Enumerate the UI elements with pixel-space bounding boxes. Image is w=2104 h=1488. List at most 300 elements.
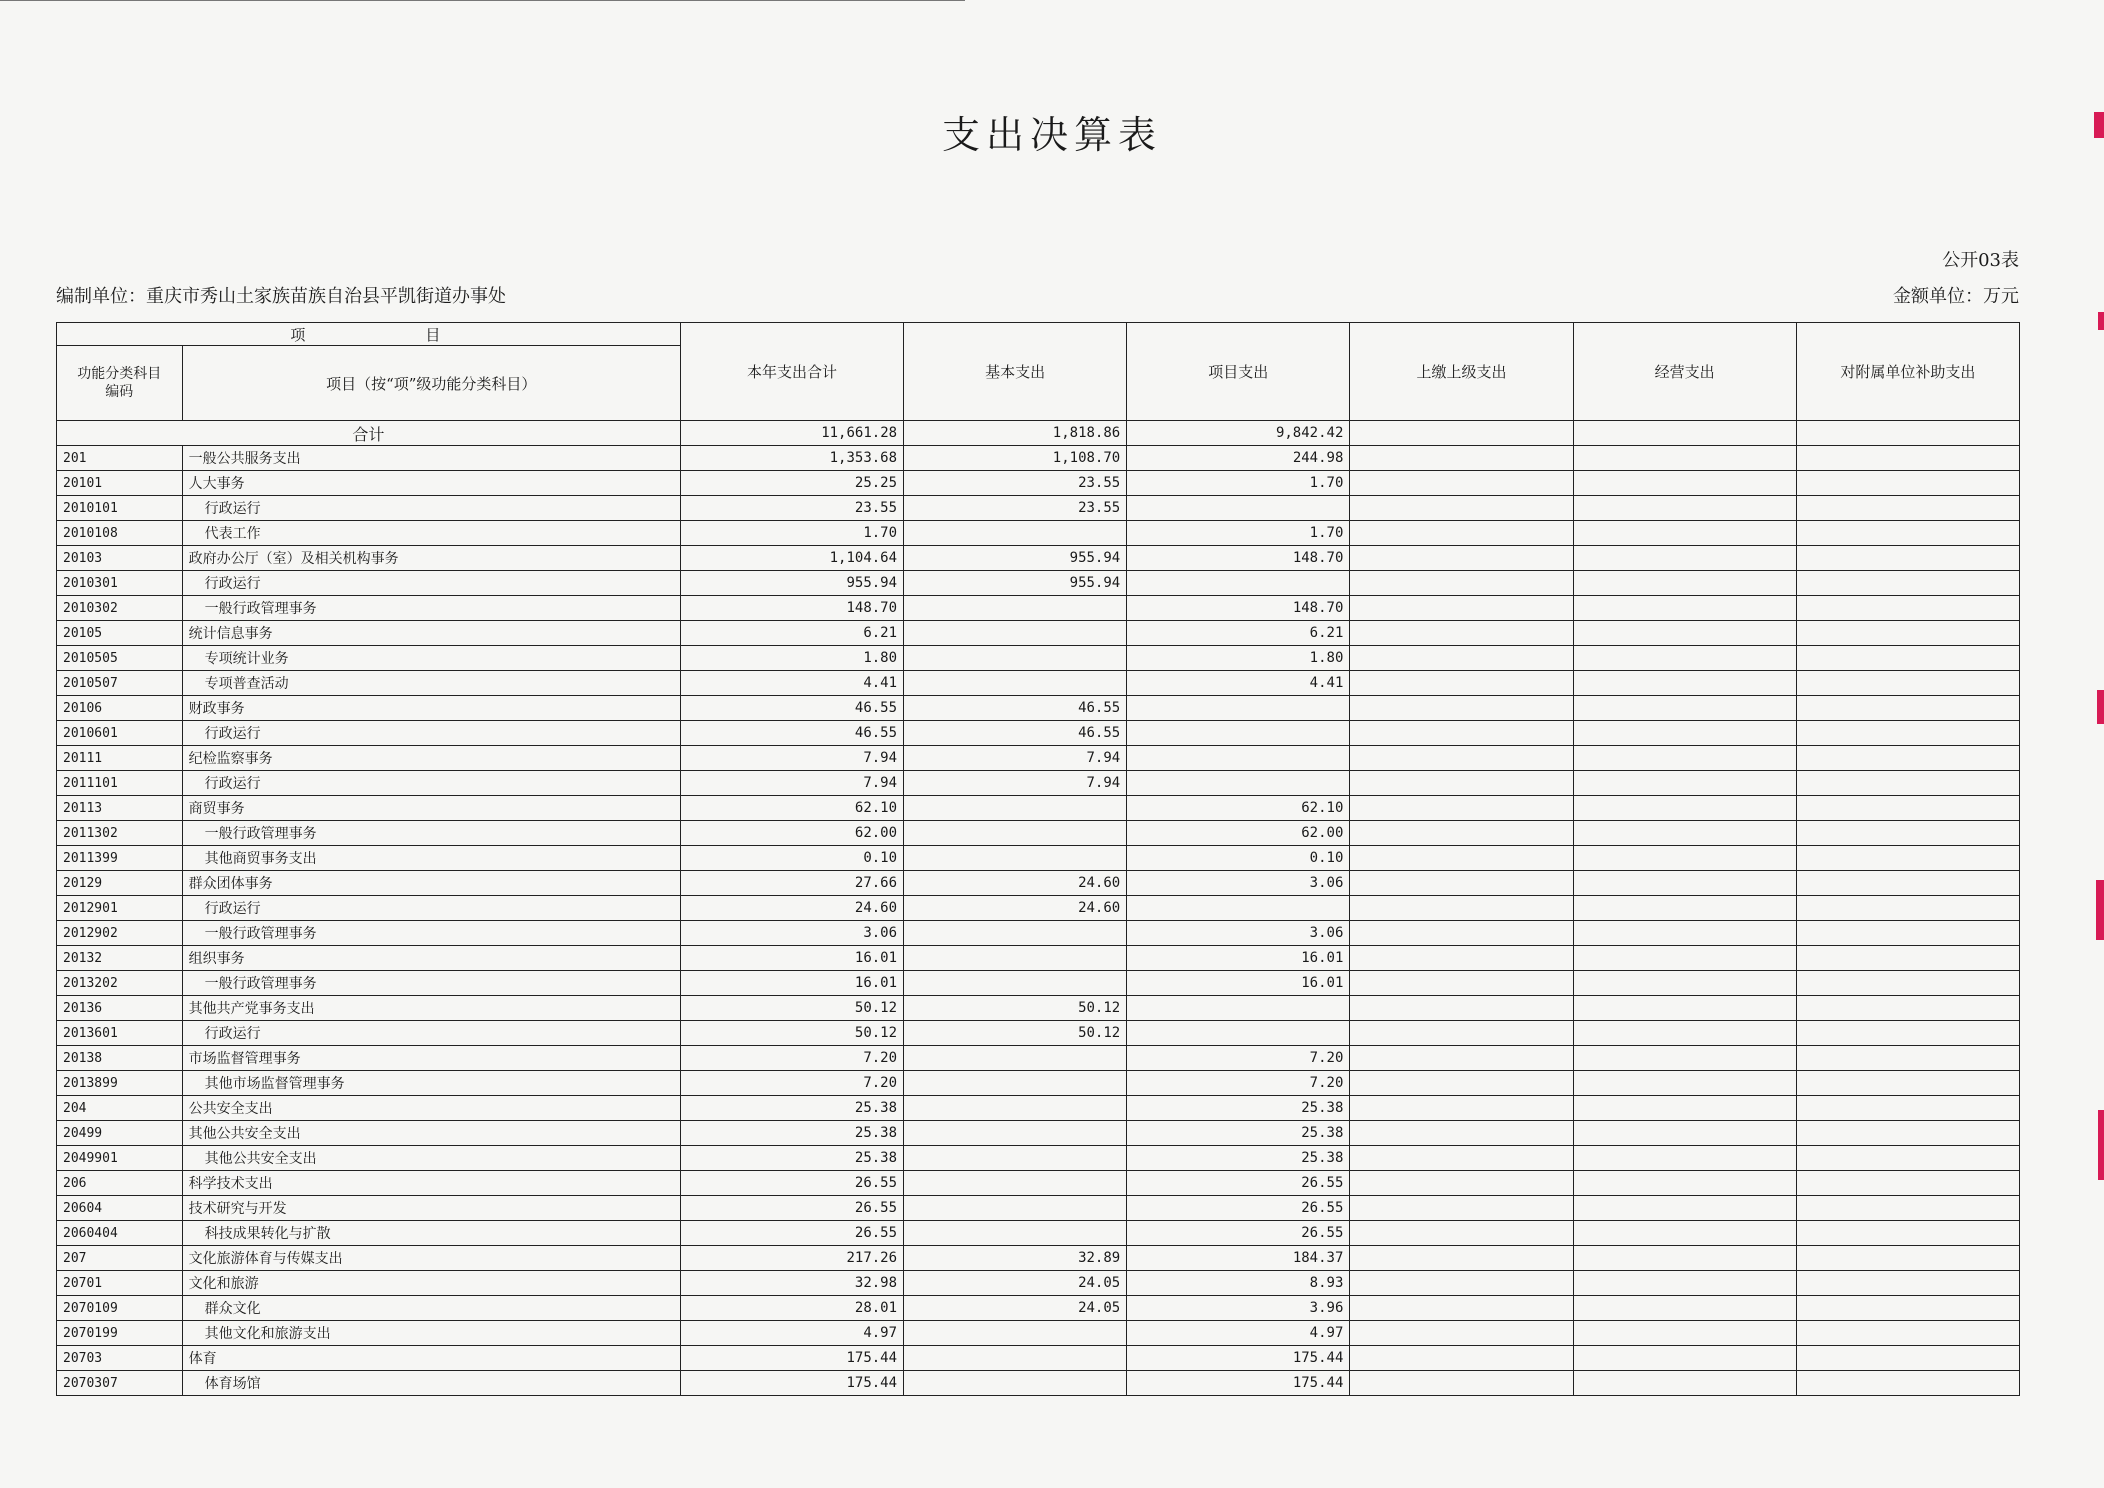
project-cell: 3.06 xyxy=(1127,921,1350,946)
table-row xyxy=(57,596,2020,621)
basic-cell xyxy=(904,1221,1127,1246)
project-cell xyxy=(1127,771,1350,796)
subsidy-cell xyxy=(1796,471,2019,496)
code-cell: 207 xyxy=(57,1246,183,1271)
name-cell: 行政运行 xyxy=(182,496,680,521)
subsidy-cell xyxy=(1796,946,2019,971)
upper-cell xyxy=(1350,696,1573,721)
code-cell: 201 xyxy=(57,446,183,471)
basic-cell xyxy=(904,1321,1127,1346)
upper-cell xyxy=(1350,1346,1573,1371)
basic-cell: 1,108.70 xyxy=(904,446,1127,471)
header-upper: 上缴上级支出 xyxy=(1350,323,1573,421)
name-cell: 公共安全支出 xyxy=(182,1096,680,1121)
upper-cell xyxy=(1350,871,1573,896)
basic-cell: 7.94 xyxy=(904,746,1127,771)
code-cell: 2010101 xyxy=(57,496,183,521)
header-subsidy: 对附属单位补助支出 xyxy=(1796,323,2019,421)
business-cell xyxy=(1573,646,1796,671)
upper-cell xyxy=(1350,471,1573,496)
table-row xyxy=(57,696,2020,721)
project-cell: 8.93 xyxy=(1127,1271,1350,1296)
name-cell: 文化和旅游 xyxy=(182,1271,680,1296)
upper-cell xyxy=(1350,1246,1573,1271)
upper-cell xyxy=(1350,896,1573,921)
basic-cell: 23.55 xyxy=(904,496,1127,521)
name-cell: 财政事务 xyxy=(182,696,680,721)
code-cell: 2010601 xyxy=(57,721,183,746)
project-cell: 9,842.42 xyxy=(1127,421,1350,446)
code-cell: 20113 xyxy=(57,796,183,821)
subsidy-cell xyxy=(1796,571,2019,596)
project-cell: 148.70 xyxy=(1127,546,1350,571)
upper-cell xyxy=(1350,1021,1573,1046)
upper-cell xyxy=(1350,796,1573,821)
subsidy-cell xyxy=(1796,1096,2019,1121)
project-cell: 0.10 xyxy=(1127,846,1350,871)
code-cell: 20703 xyxy=(57,1346,183,1371)
table-row xyxy=(57,1021,2020,1046)
upper-cell xyxy=(1350,521,1573,546)
basic-cell xyxy=(904,971,1127,996)
code-cell: 20136 xyxy=(57,996,183,1021)
upper-cell xyxy=(1350,996,1573,1021)
project-cell: 26.55 xyxy=(1127,1221,1350,1246)
subsidy-cell xyxy=(1796,646,2019,671)
subsidy-cell xyxy=(1796,821,2019,846)
name-cell: 技术研究与开发 xyxy=(182,1196,680,1221)
upper-cell xyxy=(1350,621,1573,646)
basic-cell: 50.12 xyxy=(904,996,1127,1021)
business-cell xyxy=(1573,771,1796,796)
basic-cell xyxy=(904,846,1127,871)
red-seal-edge-mark xyxy=(2094,112,2104,138)
subsidy-cell xyxy=(1796,1046,2019,1071)
business-cell xyxy=(1573,1271,1796,1296)
total-cell: 1,353.68 xyxy=(680,446,903,471)
code-cell: 2012901 xyxy=(57,896,183,921)
business-cell xyxy=(1573,946,1796,971)
code-cell: 204 xyxy=(57,1096,183,1121)
subsidy-cell xyxy=(1796,521,2019,546)
name-cell: 专项普查活动 xyxy=(182,671,680,696)
header-item: 项目 xyxy=(57,323,681,346)
basic-cell xyxy=(904,1071,1127,1096)
business-cell xyxy=(1573,446,1796,471)
subsidy-cell xyxy=(1796,1246,2019,1271)
project-cell xyxy=(1127,1021,1350,1046)
name-cell: 行政运行 xyxy=(182,721,680,746)
header-total: 本年支出合计 xyxy=(680,323,903,421)
upper-cell xyxy=(1350,1096,1573,1121)
table-body xyxy=(57,421,2020,1396)
basic-cell: 50.12 xyxy=(904,1021,1127,1046)
project-cell xyxy=(1127,571,1350,596)
table-row xyxy=(57,1121,2020,1146)
business-cell xyxy=(1573,846,1796,871)
table-row xyxy=(57,921,2020,946)
project-cell xyxy=(1127,721,1350,746)
name-cell: 专项统计业务 xyxy=(182,646,680,671)
code-cell: 2070199 xyxy=(57,1321,183,1346)
name-cell: 组织事务 xyxy=(182,946,680,971)
subsidy-cell xyxy=(1796,1171,2019,1196)
header-code xyxy=(57,346,183,421)
code-cell: 20132 xyxy=(57,946,183,971)
code-cell: 2013601 xyxy=(57,1021,183,1046)
upper-cell xyxy=(1350,721,1573,746)
red-seal-edge-mark xyxy=(2098,1110,2104,1180)
business-cell xyxy=(1573,871,1796,896)
upper-cell xyxy=(1350,596,1573,621)
table-row xyxy=(57,1196,2020,1221)
name-cell: 行政运行 xyxy=(182,896,680,921)
basic-cell xyxy=(904,1096,1127,1121)
basic-cell: 23.55 xyxy=(904,471,1127,496)
business-cell xyxy=(1573,596,1796,621)
upper-cell xyxy=(1350,846,1573,871)
total-cell: 50.12 xyxy=(680,996,903,1021)
project-cell: 1.80 xyxy=(1127,646,1350,671)
code-cell: 2011101 xyxy=(57,771,183,796)
subsidy-cell xyxy=(1796,1271,2019,1296)
table-row xyxy=(57,496,2020,521)
table-row xyxy=(57,721,2020,746)
subsidy-cell xyxy=(1796,1221,2019,1246)
total-cell: 4.97 xyxy=(680,1321,903,1346)
subsidy-cell xyxy=(1796,871,2019,896)
business-cell xyxy=(1573,1346,1796,1371)
subsidy-cell xyxy=(1796,1321,2019,1346)
code-cell: 20111 xyxy=(57,746,183,771)
header-code-label: 功能分类科目编码 xyxy=(77,366,162,400)
basic-cell xyxy=(904,796,1127,821)
total-cell: 62.10 xyxy=(680,796,903,821)
business-cell xyxy=(1573,571,1796,596)
table-row xyxy=(57,871,2020,896)
project-cell: 62.10 xyxy=(1127,796,1350,821)
project-cell: 16.01 xyxy=(1127,971,1350,996)
total-cell: 217.26 xyxy=(680,1246,903,1271)
name-cell: 群众文化 xyxy=(182,1296,680,1321)
basic-cell: 32.89 xyxy=(904,1246,1127,1271)
upper-cell xyxy=(1350,496,1573,521)
code-cell: 206 xyxy=(57,1171,183,1196)
name-cell: 一般行政管理事务 xyxy=(182,921,680,946)
amount-unit: 金额单位：万元 xyxy=(1893,286,2019,307)
code-cell: 20129 xyxy=(57,871,183,896)
table-row xyxy=(57,1296,2020,1321)
code-cell: 20138 xyxy=(57,1046,183,1071)
project-cell: 26.55 xyxy=(1127,1196,1350,1221)
project-cell: 26.55 xyxy=(1127,1171,1350,1196)
code-cell: 20499 xyxy=(57,1121,183,1146)
table-row xyxy=(57,1321,2020,1346)
table-row xyxy=(57,1146,2020,1171)
scan-edge-line xyxy=(0,0,965,1)
business-cell xyxy=(1573,546,1796,571)
table-row xyxy=(57,521,2020,546)
name-cell: 其他商贸事务支出 xyxy=(182,846,680,871)
subsidy-cell xyxy=(1796,771,2019,796)
total-cell: 25.38 xyxy=(680,1096,903,1121)
project-cell: 244.98 xyxy=(1127,446,1350,471)
code-cell: 20103 xyxy=(57,546,183,571)
table-row xyxy=(57,1071,2020,1096)
basic-cell xyxy=(904,921,1127,946)
code-cell: 2011399 xyxy=(57,846,183,871)
name-cell: 代表工作 xyxy=(182,521,680,546)
business-cell xyxy=(1573,996,1796,1021)
subsidy-cell xyxy=(1796,621,2019,646)
project-cell: 3.06 xyxy=(1127,871,1350,896)
subsidy-cell xyxy=(1796,921,2019,946)
business-cell xyxy=(1573,746,1796,771)
total-cell: 25.38 xyxy=(680,1121,903,1146)
header-business: 经营支出 xyxy=(1573,323,1796,421)
project-cell: 7.20 xyxy=(1127,1071,1350,1096)
name-cell: 其他公共安全支出 xyxy=(182,1121,680,1146)
upper-cell xyxy=(1350,1271,1573,1296)
business-cell xyxy=(1573,971,1796,996)
upper-cell xyxy=(1350,571,1573,596)
business-cell xyxy=(1573,1246,1796,1271)
name-cell: 行政运行 xyxy=(182,1021,680,1046)
subsidy-cell xyxy=(1796,1021,2019,1046)
total-cell: 27.66 xyxy=(680,871,903,896)
business-cell xyxy=(1573,1146,1796,1171)
subsidy-cell xyxy=(1796,721,2019,746)
name-cell: 行政运行 xyxy=(182,771,680,796)
code-cell: 20105 xyxy=(57,621,183,646)
business-cell xyxy=(1573,1221,1796,1246)
table-row xyxy=(57,671,2020,696)
table-row xyxy=(57,1271,2020,1296)
total-cell: 4.41 xyxy=(680,671,903,696)
name-cell: 一般行政管理事务 xyxy=(182,596,680,621)
basic-cell xyxy=(904,946,1127,971)
total-cell: 46.55 xyxy=(680,721,903,746)
project-cell: 16.01 xyxy=(1127,946,1350,971)
name-cell: 其他公共安全支出 xyxy=(182,1146,680,1171)
basic-cell xyxy=(904,646,1127,671)
basic-cell: 24.05 xyxy=(904,1271,1127,1296)
code-cell: 20701 xyxy=(57,1271,183,1296)
code-cell: 2010108 xyxy=(57,521,183,546)
upper-cell xyxy=(1350,746,1573,771)
name-cell: 其他共产党事务支出 xyxy=(182,996,680,1021)
name-cell: 行政运行 xyxy=(182,571,680,596)
project-cell xyxy=(1127,996,1350,1021)
project-cell: 62.00 xyxy=(1127,821,1350,846)
header-project: 项目支出 xyxy=(1127,323,1350,421)
basic-cell: 46.55 xyxy=(904,721,1127,746)
upper-cell xyxy=(1350,821,1573,846)
total-cell: 46.55 xyxy=(680,696,903,721)
subsidy-cell xyxy=(1796,1071,2019,1096)
project-cell: 4.97 xyxy=(1127,1321,1350,1346)
total-cell: 11,661.28 xyxy=(680,421,903,446)
business-cell xyxy=(1573,496,1796,521)
upper-cell xyxy=(1350,421,1573,446)
business-cell xyxy=(1573,1121,1796,1146)
project-cell: 25.38 xyxy=(1127,1121,1350,1146)
upper-cell xyxy=(1350,1146,1573,1171)
table-row xyxy=(57,571,2020,596)
business-cell xyxy=(1573,1196,1796,1221)
header-name: 项目（按“项”级功能分类科目） xyxy=(182,346,680,421)
subsidy-cell xyxy=(1796,546,2019,571)
red-seal-edge-mark xyxy=(2097,690,2104,724)
project-cell xyxy=(1127,696,1350,721)
upper-cell xyxy=(1350,1071,1573,1096)
table-row xyxy=(57,1371,2020,1396)
total-label: 合计 xyxy=(57,421,681,446)
total-cell: 955.94 xyxy=(680,571,903,596)
business-cell xyxy=(1573,471,1796,496)
project-cell: 1.70 xyxy=(1127,471,1350,496)
name-cell: 一般公共服务支出 xyxy=(182,446,680,471)
business-cell xyxy=(1573,896,1796,921)
basic-cell: 955.94 xyxy=(904,546,1127,571)
upper-cell xyxy=(1350,1221,1573,1246)
project-cell: 3.96 xyxy=(1127,1296,1350,1321)
name-cell: 其他市场监督管理事务 xyxy=(182,1071,680,1096)
name-cell: 市场监督管理事务 xyxy=(182,1046,680,1071)
total-cell: 7.20 xyxy=(680,1046,903,1071)
name-cell: 体育 xyxy=(182,1346,680,1371)
upper-cell xyxy=(1350,1321,1573,1346)
project-cell: 175.44 xyxy=(1127,1346,1350,1371)
code-cell: 2070307 xyxy=(57,1371,183,1396)
total-cell: 1,104.64 xyxy=(680,546,903,571)
red-seal-edge-mark xyxy=(2096,880,2104,940)
project-cell: 25.38 xyxy=(1127,1146,1350,1171)
code-cell: 2010505 xyxy=(57,646,183,671)
compiling-unit: 编制单位：重庆市秀山土家族苗族自治县平凯街道办事处 xyxy=(56,286,506,307)
table-row xyxy=(57,971,2020,996)
expenditure-table xyxy=(56,322,2020,1396)
project-cell: 4.41 xyxy=(1127,671,1350,696)
total-cell: 25.38 xyxy=(680,1146,903,1171)
total-cell: 26.55 xyxy=(680,1196,903,1221)
table-row xyxy=(57,1046,2020,1071)
total-cell: 3.06 xyxy=(680,921,903,946)
upper-cell xyxy=(1350,1296,1573,1321)
code-cell: 2013202 xyxy=(57,971,183,996)
table-row xyxy=(57,771,2020,796)
project-cell: 1.70 xyxy=(1127,521,1350,546)
business-cell xyxy=(1573,1021,1796,1046)
red-seal-edge-mark xyxy=(2098,312,2104,330)
basic-cell xyxy=(904,671,1127,696)
business-cell xyxy=(1573,721,1796,746)
business-cell xyxy=(1573,1296,1796,1321)
form-number: 公开03表 xyxy=(1942,250,2019,271)
basic-cell xyxy=(904,1371,1127,1396)
basic-cell: 46.55 xyxy=(904,696,1127,721)
subsidy-cell xyxy=(1796,1146,2019,1171)
business-cell xyxy=(1573,821,1796,846)
subsidy-cell xyxy=(1796,971,2019,996)
total-cell: 1.70 xyxy=(680,521,903,546)
name-cell: 科技成果转化与扩散 xyxy=(182,1221,680,1246)
table-row xyxy=(57,796,2020,821)
business-cell xyxy=(1573,1371,1796,1396)
name-cell: 商贸事务 xyxy=(182,796,680,821)
business-cell xyxy=(1573,421,1796,446)
total-cell: 16.01 xyxy=(680,971,903,996)
subsidy-cell xyxy=(1796,746,2019,771)
code-cell: 2010302 xyxy=(57,596,183,621)
upper-cell xyxy=(1350,1046,1573,1071)
total-cell: 7.20 xyxy=(680,1071,903,1096)
project-cell xyxy=(1127,746,1350,771)
upper-cell xyxy=(1350,446,1573,471)
project-cell xyxy=(1127,496,1350,521)
business-cell xyxy=(1573,921,1796,946)
basic-cell xyxy=(904,821,1127,846)
total-cell: 26.55 xyxy=(680,1171,903,1196)
subsidy-cell xyxy=(1796,1346,2019,1371)
subsidy-cell xyxy=(1796,1121,2019,1146)
total-cell: 175.44 xyxy=(680,1371,903,1396)
business-cell xyxy=(1573,621,1796,646)
table-row xyxy=(57,646,2020,671)
project-cell: 148.70 xyxy=(1127,596,1350,621)
upper-cell xyxy=(1350,946,1573,971)
table-row xyxy=(57,946,2020,971)
upper-cell xyxy=(1350,1171,1573,1196)
basic-cell: 7.94 xyxy=(904,771,1127,796)
subsidy-cell xyxy=(1796,996,2019,1021)
header-basic: 基本支出 xyxy=(904,323,1127,421)
subsidy-cell xyxy=(1796,1296,2019,1321)
upper-cell xyxy=(1350,1196,1573,1221)
name-cell: 体育场馆 xyxy=(182,1371,680,1396)
project-cell: 7.20 xyxy=(1127,1046,1350,1071)
basic-cell xyxy=(904,1346,1127,1371)
total-cell: 28.01 xyxy=(680,1296,903,1321)
table-row xyxy=(57,1346,2020,1371)
upper-cell xyxy=(1350,646,1573,671)
business-cell xyxy=(1573,1171,1796,1196)
upper-cell xyxy=(1350,971,1573,996)
name-cell: 统计信息事务 xyxy=(182,621,680,646)
total-cell: 32.98 xyxy=(680,1271,903,1296)
table-row xyxy=(57,996,2020,1021)
project-cell: 6.21 xyxy=(1127,621,1350,646)
subsidy-cell xyxy=(1796,421,2019,446)
code-cell: 2010507 xyxy=(57,671,183,696)
name-cell: 群众团体事务 xyxy=(182,871,680,896)
basic-cell xyxy=(904,1171,1127,1196)
basic-cell xyxy=(904,521,1127,546)
name-cell: 人大事务 xyxy=(182,471,680,496)
code-cell: 2010301 xyxy=(57,571,183,596)
business-cell xyxy=(1573,1096,1796,1121)
code-cell: 2012902 xyxy=(57,921,183,946)
code-cell: 2049901 xyxy=(57,1146,183,1171)
subsidy-cell xyxy=(1796,696,2019,721)
total-cell: 1.80 xyxy=(680,646,903,671)
basic-cell: 24.05 xyxy=(904,1296,1127,1321)
upper-cell xyxy=(1350,921,1573,946)
subsidy-cell xyxy=(1796,1371,2019,1396)
code-cell: 2013899 xyxy=(57,1071,183,1096)
table-row xyxy=(57,471,2020,496)
total-cell: 7.94 xyxy=(680,746,903,771)
